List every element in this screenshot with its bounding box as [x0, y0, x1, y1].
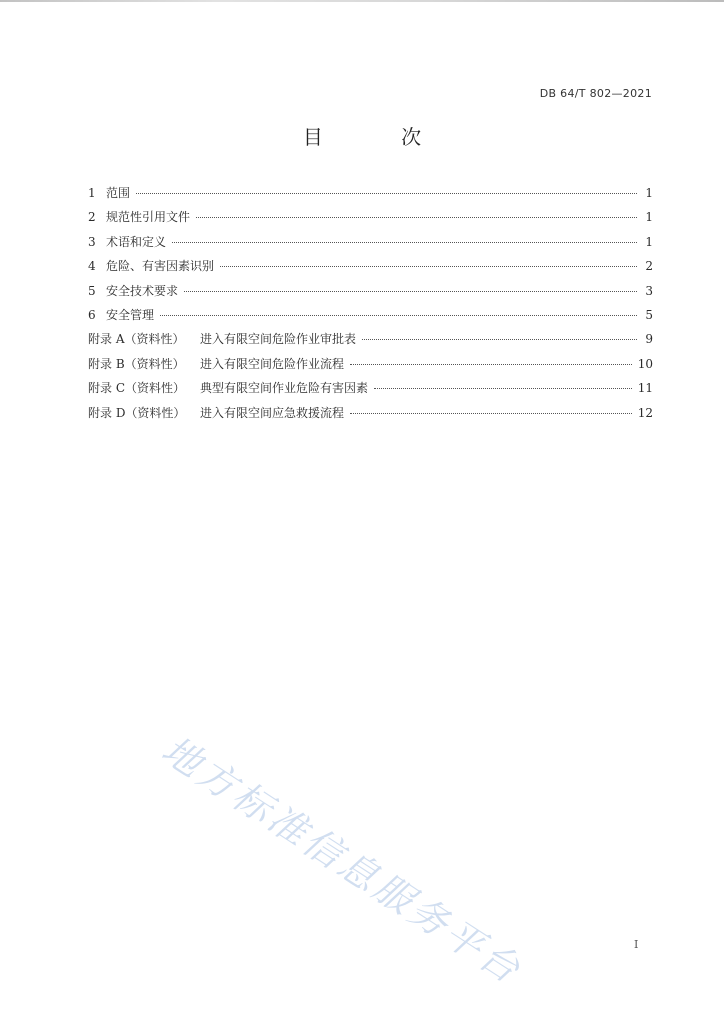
toc-entry-appendix-prefix: 附录 A（资料性） — [88, 332, 185, 347]
toc-entry-label: 安全技术要求 — [106, 283, 179, 298]
toc-entry-number: 3 — [88, 234, 96, 249]
toc-entry-page: 1 — [645, 234, 653, 249]
toc-entry-label: 危险、有害因素识别 — [106, 259, 215, 274]
toc-entry-page: 9 — [645, 332, 653, 347]
toc-entry-appendix-prefix: 附录 D（资料性） — [88, 405, 186, 420]
toc-entry-label: 进入有限空间危险作业流程 — [200, 356, 345, 371]
toc-entry-label: 进入有限空间应急救援流程 — [200, 405, 345, 420]
toc-entry-appendix-c[interactable] — [88, 379, 653, 403]
table-of-contents — [88, 184, 653, 428]
watermark-text: 地方标准信息服务平台 — [154, 727, 531, 994]
toc-entry-label: 规范性引用文件 — [106, 210, 191, 225]
toc-dot-leader — [136, 193, 637, 194]
document-code: DB 64/T 802—2021 — [539, 87, 652, 100]
page-title: 目 次 — [302, 125, 458, 149]
toc-entry-hazard-identification[interactable] — [88, 257, 653, 281]
toc-dot-leader — [172, 242, 637, 243]
toc-entry-appendix-prefix: 附录 C（资料性） — [88, 381, 185, 396]
toc-dot-leader — [160, 315, 637, 316]
toc-entry-page: 2 — [645, 259, 653, 274]
toc-entry-number: 6 — [88, 307, 96, 322]
toc-entry-terms-definitions[interactable] — [88, 233, 653, 257]
toc-entry-appendix-b[interactable] — [88, 355, 653, 379]
toc-entry-scope[interactable] — [88, 184, 653, 208]
toc-entry-number: 4 — [88, 259, 96, 274]
toc-entry-normative-references[interactable] — [88, 208, 653, 232]
toc-entry-label: 范围 — [106, 186, 131, 200]
toc-dot-leader — [196, 217, 637, 218]
toc-entry-label: 典型有限空间作业危险有害因素 — [200, 381, 369, 396]
toc-entry-page: 10 — [637, 356, 653, 371]
toc-entry-page: 11 — [637, 381, 653, 396]
toc-entry-page: 1 — [645, 210, 653, 225]
toc-entry-number: 1 — [88, 186, 96, 200]
toc-entry-appendix-d[interactable] — [88, 404, 653, 428]
toc-entry-label: 术语和定义 — [106, 234, 167, 249]
toc-entry-label: 进入有限空间危险作业审批表 — [200, 332, 357, 347]
page-number: I — [634, 938, 639, 951]
toc-entry-page: 1 — [645, 186, 653, 200]
toc-entry-appendix-prefix: 附录 B（资料性） — [88, 356, 185, 371]
toc-dot-leader — [350, 364, 632, 365]
toc-dot-leader — [374, 388, 632, 389]
toc-dot-leader — [362, 339, 637, 340]
toc-entry-number: 2 — [88, 210, 96, 225]
toc-entry-safety-technical-requirements[interactable] — [88, 282, 653, 306]
toc-entry-appendix-a[interactable] — [88, 330, 653, 354]
toc-entry-label: 安全管理 — [106, 307, 155, 322]
toc-entry-page: 3 — [645, 283, 653, 298]
scan-edge — [0, 0, 724, 2]
toc-dot-leader — [350, 413, 632, 414]
toc-entry-safety-management[interactable] — [88, 306, 653, 330]
toc-entry-page: 12 — [637, 405, 653, 420]
toc-entry-number: 5 — [88, 283, 96, 298]
toc-dot-leader — [220, 266, 637, 267]
toc-dot-leader — [184, 291, 637, 292]
toc-entry-page: 5 — [645, 307, 653, 322]
